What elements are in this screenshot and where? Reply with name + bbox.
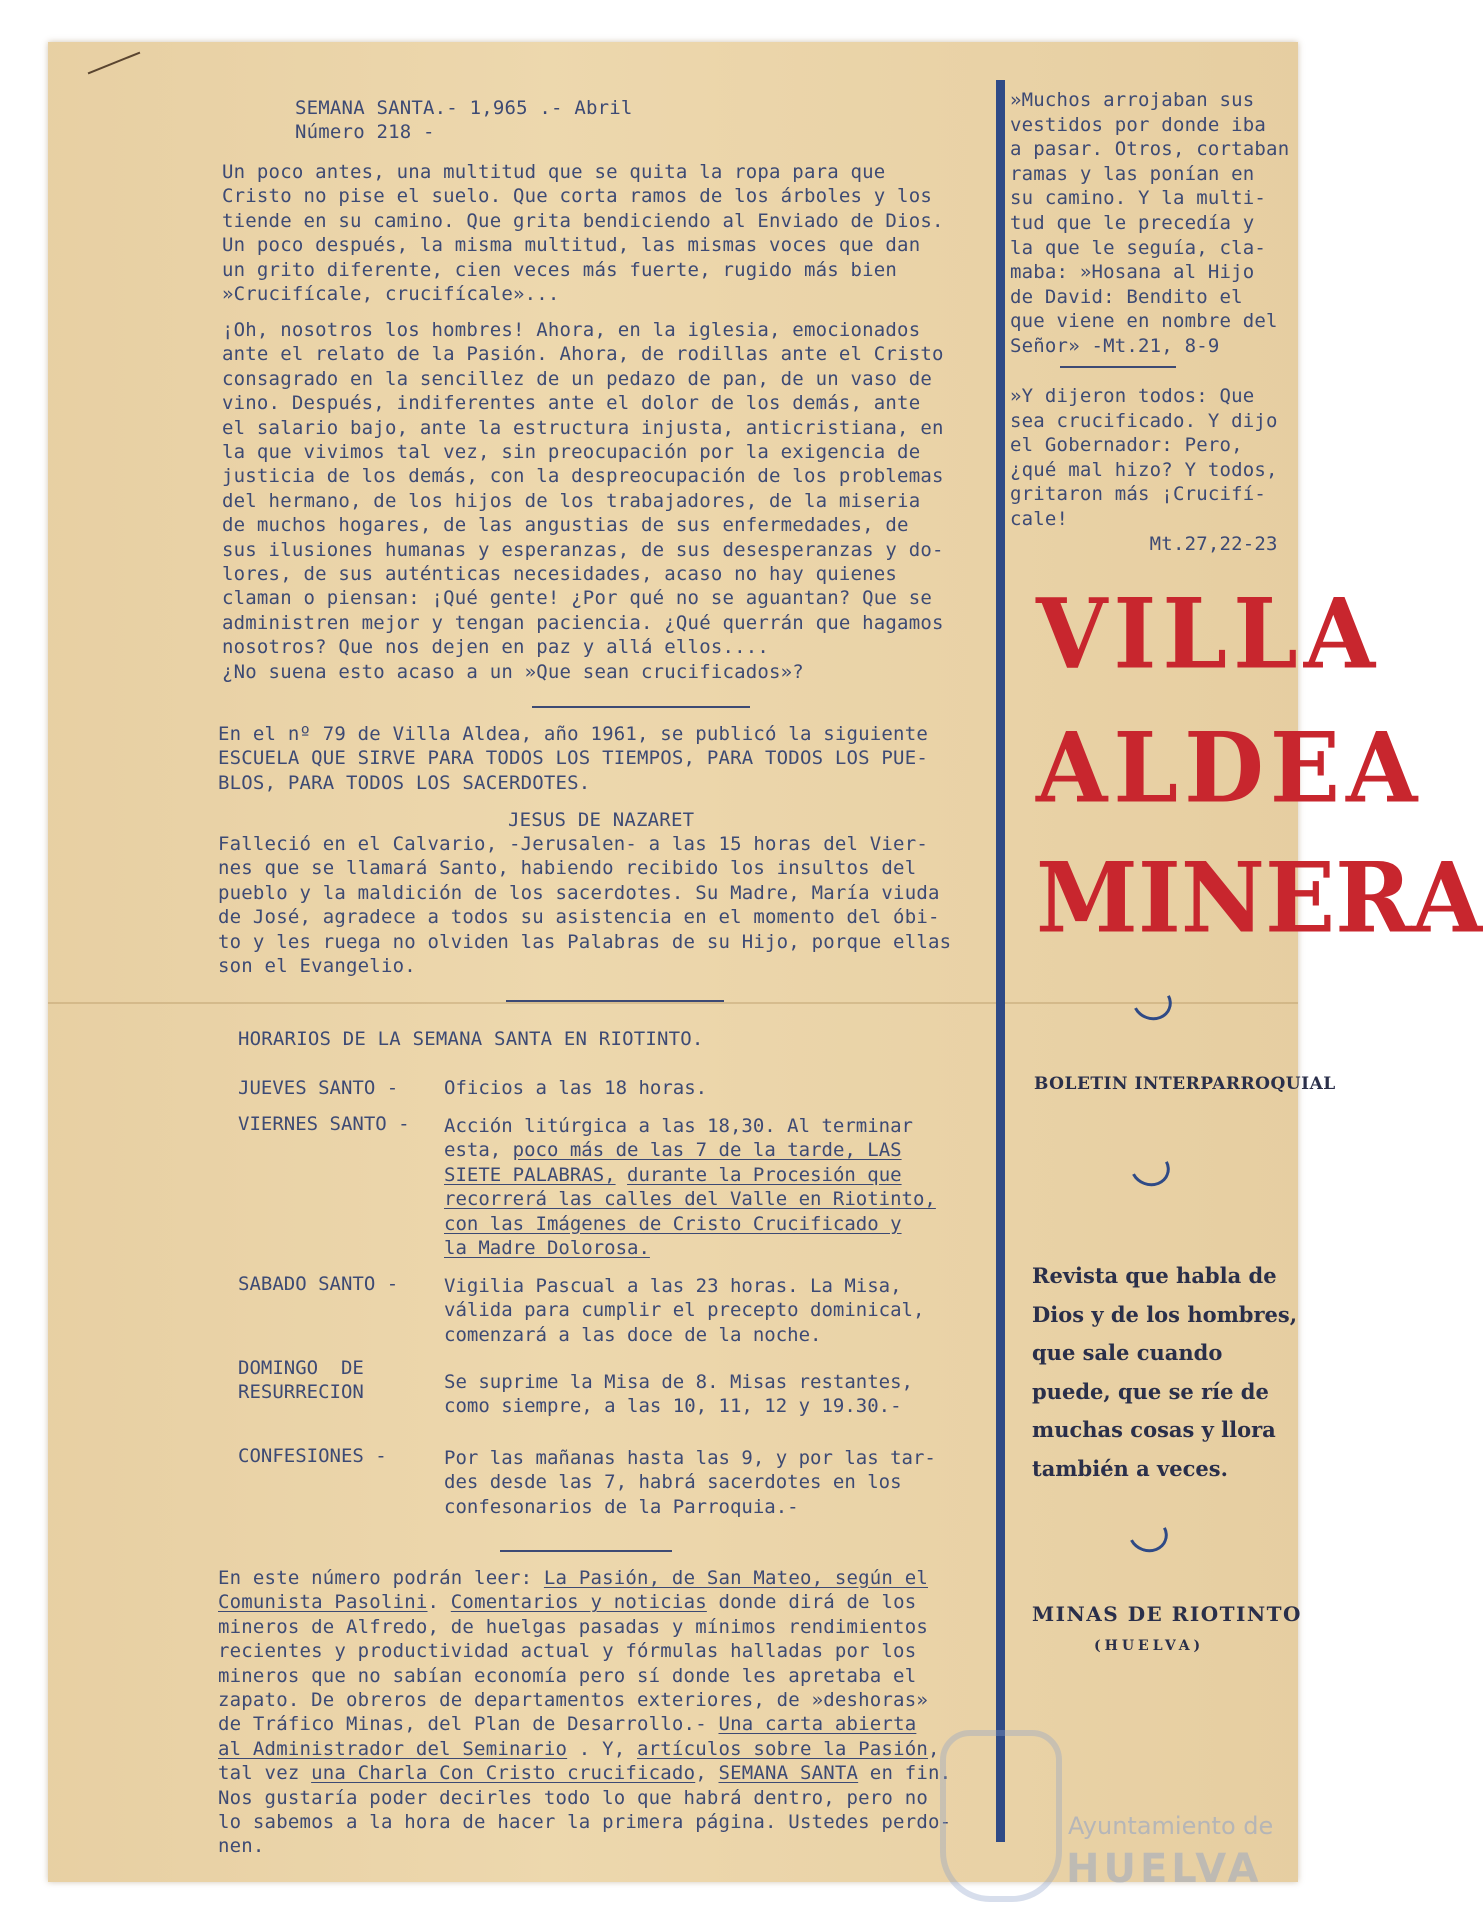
contents-text: . Y, (567, 1737, 638, 1760)
schedule-label-confesiones: CONFESIONES - (238, 1445, 387, 1467)
watermark-line2: HUELVA (1066, 1846, 1263, 1892)
schedule-label-viernes: VIERNES SANTO - (238, 1113, 410, 1135)
contents-link-text: Una carta abierta (718, 1713, 917, 1736)
paragraph-escuela: En el nº 79 de Villa Aldea, año 1961, se publicó la siguiente ESCUELA QUE SIRVE PARA TODOS LOS TIEMPOS, PARA TODOS LOS PUE- BLOS, PARA TODOS LOS SACERDOTES. (218, 723, 928, 794)
watermark-shield-icon (940, 1730, 1062, 1902)
contents-text: en fin. (858, 1762, 952, 1785)
schedule-text-viernes (444, 1114, 936, 1260)
watermark-line1: Ayuntamiento de (1068, 1812, 1274, 1840)
contents-text: . (427, 1591, 451, 1614)
separator-rule (500, 1550, 672, 1552)
boletin-subtitle: BOLETIN INTERPARROQUIAL (1034, 1074, 1336, 1094)
contents-text: , tal vez (218, 1737, 940, 1785)
masthead-villa: VILLA (1036, 577, 1382, 691)
contents-link-text: Comentarios y noticias (450, 1591, 707, 1614)
location-minas: MINAS DE RIOTINTO (1032, 1602, 1302, 1626)
contents-text: Nos gustaría poder decirles todo lo que habrá dentro, pero no lo sabemos a la hora de hacer la primera página. Ustedes perdo- nen. (218, 1786, 952, 1858)
schedule-text-domingo: Se suprime la Misa de 8. Misas restantes, como siempre, a las 10, 11, 12 y 19.30.- (444, 1371, 913, 1418)
schedule-label-domingo: DOMINGO DE RESURRECION (238, 1357, 364, 1404)
contents-link-text: al Administrador del Seminario (218, 1737, 568, 1760)
page-fold-line (48, 1002, 1298, 1004)
revista-description: Revista que habla de Dios y de los hombres, que sale cuando puede, que se ríe de muchas cosas y llora también a veces. (1032, 1263, 1298, 1481)
contents-link-text: SEMANA SANTA (718, 1762, 859, 1785)
issue-header: SEMANA SANTA.- 1,965 .- Abril Número 218 - (295, 97, 633, 144)
sidebar-quote-hosana: »Muchos arrojaban sus vestidos por donde iba a pasar. Otros, cortaban ramas y las ponían en su camino. Y la multi- tud que le precedía y la que le seguía, cla- maba: »Hosana al Hijo de David: Bendito el que viene en nombre del Señor» -Mt.21, 8-9 (1010, 89, 1290, 357)
schedule-label-jueves: JUEVES SANTO - (238, 1077, 399, 1099)
vertical-divider (996, 80, 1005, 1842)
separator-rule (532, 706, 750, 708)
contents-link-text: una Charla Con Cristo crucificado (311, 1762, 696, 1785)
viernes-text-underlined: recorrerá las calles del Valle en Riotinto, con las Imágenes de Cristo Crucificado y la Madre Dolorosa. (444, 1188, 936, 1260)
paragraph-contents (218, 1566, 951, 1859)
location-huelva: (HUELVA) (1094, 1638, 1205, 1654)
schedule-label-sabado: SABADO SANTO - (238, 1273, 399, 1295)
sidebar-quote-crucificado: »Y dijeron todos: Que sea crucificado. Y dijo el Gobernador: Pero, ¿qué mal hizo? Y todos, gritaron más ¡Crucifí- cale! Mt.27,22-23 (1010, 385, 1278, 555)
contents-link-text: artículos sobre la Pasión (637, 1737, 928, 1760)
schedule-text-sabado: Vigilia Pascual a las 23 horas. La Misa, válida para cumplir el precepto dominical, comenzará a las doce de la noche. (444, 1275, 925, 1346)
contents-text: donde dirá de los (706, 1591, 917, 1614)
contents-text: mineros de Alfredo, de huelgas pasadas y mínimos rendimientos recientes y productividad actual y fórmulas halladas por los mineros que no sabían economía pero sí donde les apretaba el zapato. De obreros de departamentos exteriores, de »deshoras» de Tráfico Minas, del Plan de Desarrollo.- (218, 1615, 928, 1736)
contents-link-text: Comunista Pasolini (218, 1591, 428, 1614)
schedule-text-jueves: Oficios a las 18 horas. (444, 1077, 708, 1099)
viernes-text-underlined: durante la Procesión que (627, 1163, 902, 1186)
paragraph-fallecio: Falleció en el Calvario, -Jerusalen- a las 15 horas del Vier- nes que se llamará Santo, habiendo recibido los insultos del pueblo y la maldición de los sacerdotes. Su Madre, María viuda de José, agradece a todos su asistencia en el momento del óbi- to y les ruega no olviden las Palabras de su Hijo, porque ellas son el Evangelio. (218, 833, 952, 978)
separator-rule (1060, 366, 1176, 368)
jesus-de-nazaret-title: JESUS DE NAZARET (508, 809, 695, 831)
viernes-text-underlined: poco más de las 7 de la tarde, LAS (512, 1139, 902, 1162)
paragraph-multitud: Un poco antes, una multitud que se quita la ropa para que Cristo no pise el suelo. Que corta ramos de los árboles y los tiende en su camino. Que grita bendiciendo al Enviado de Dios. Un poco después, la misma multitud, las mismas voces que dan un grito diferente, cien veces más fuerte, rugido más bien »Crucifícale, crucifícale»... (222, 161, 944, 306)
contents-text: En este número podrán leer: (218, 1567, 544, 1589)
separator-rule (506, 1000, 724, 1002)
paragraph-nosotros: ¡Oh, nosotros los hombres! Ahora, en la iglesia, emocionados ante el relato de la Pasión. Ahora, de rodillas ante el Cristo consagrado en la sencillez de un pedazo de pan, de un vaso de vino. Después, indiferentes ante el dolor de los demás, ante el salario bajo, ante la estructura injusta, anticristiana, en la que vivimos tal vez, sin preocupación por la exigencia de justicia de los demás, con la despreocupación de los problemas del hermano, de los hijos de los trabajadores, de la miseria de muchos hogares, de las angustias de sus enfermedades, de sus ilusiones humanas y esperanzas, de sus desesperanzas y do- lores, de sus auténticas necesidades, acaso no hay quienes claman o piensan: ¡Qué gente! ¿Por qué no se aguantan? Que se administren mejor y tengan paciencia. ¿Qué querrán que hagamos nosotros? Que nos dejen en paz y allá ellos.... ¿No suena esto acaso a un »Que sean crucificados»? (222, 319, 944, 683)
schedule-text-confesiones: Por las mañanas hasta las 9, y por las tar- des desde las 7, habrá sacerdotes en los confesonarios de la Parroquia.- (444, 1447, 936, 1518)
masthead-aldea: ALDEA (1036, 711, 1424, 825)
schedule-title: HORARIOS DE LA SEMANA SANTA EN RIOTINTO. (238, 1028, 704, 1050)
contents-text: , (695, 1762, 719, 1785)
masthead-minera: MINERA (1036, 841, 1483, 955)
viernes-text-plain: Acción litúrgica a las 18,30. Al terminar esta, (444, 1115, 913, 1162)
contents-link-text: La Pasión, de San Mateo, según el (543, 1567, 928, 1589)
viernes-text-underlined: SIETE PALABRAS, (444, 1163, 616, 1186)
